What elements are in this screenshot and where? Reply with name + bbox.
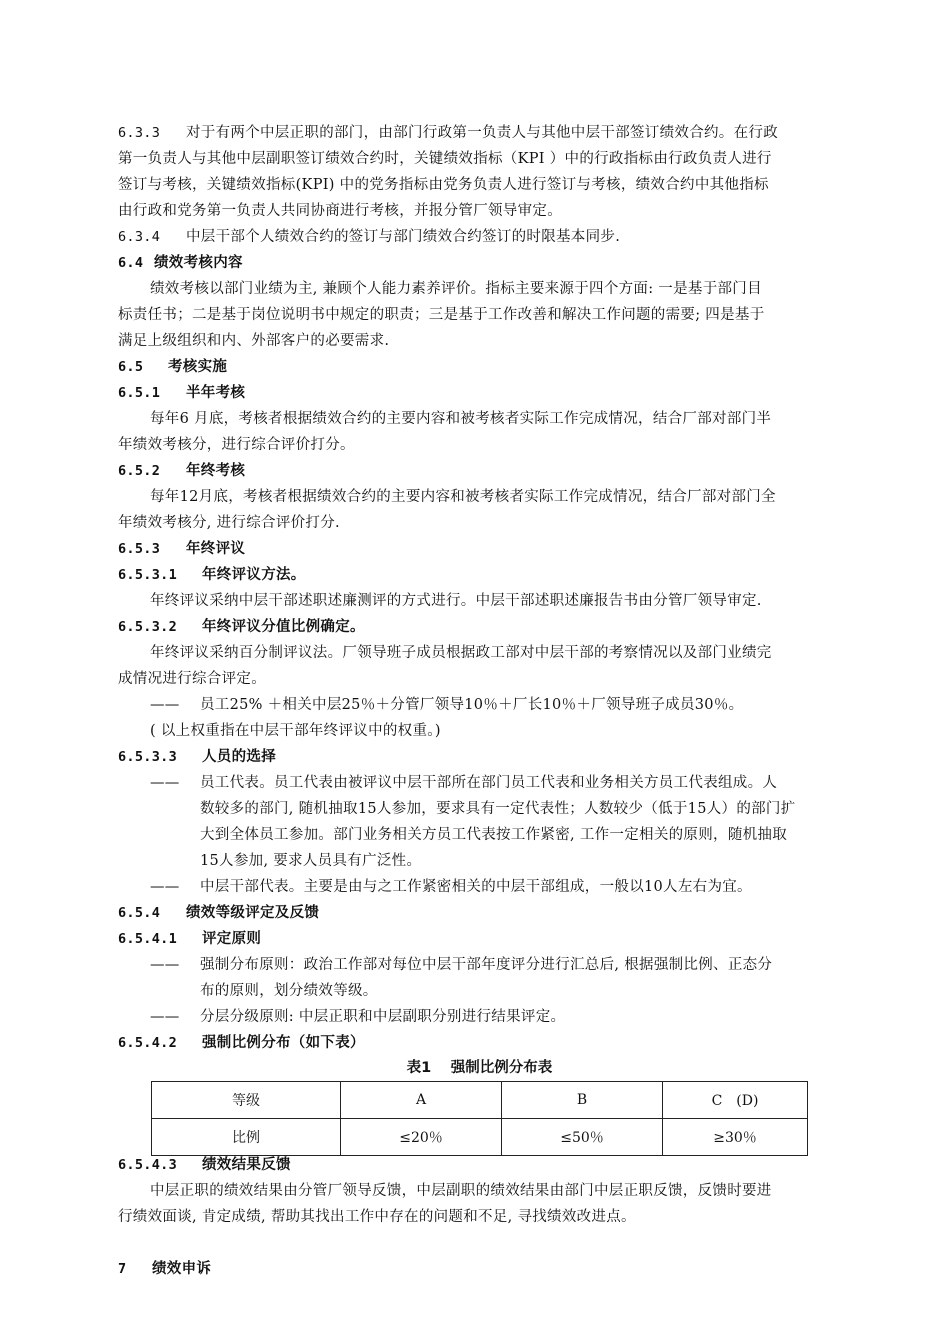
section-number: 6.5.3.1 xyxy=(118,567,177,583)
section-number: 6.5.3.2 xyxy=(118,619,177,635)
para-6-5-3-2-note xyxy=(150,718,862,744)
heading-title: 绩效申诉 xyxy=(152,1261,212,1277)
table-caption: 表1 强制比例分布表 xyxy=(406,1060,553,1076)
para-6-5-4-3-line-1 xyxy=(150,1178,862,1204)
table-cell: B xyxy=(502,1082,663,1119)
list-item-staff-rep-line-1 xyxy=(150,770,862,796)
text: 员工25% ＋相关中层25％＋分管厂领导10％＋厂长10％＋厂领导班子成员30％。 xyxy=(200,697,744,713)
list-item-forced-dist-line-1 xyxy=(150,952,862,978)
section-number: 6.5.4.3 xyxy=(118,1157,177,1173)
text: 签订与考核，关键绩效指标(KPI) 中的党务指标由党务负责人进行签订与考核，绩效合约中其他指标 xyxy=(118,177,769,193)
text: 年终评议采纳百分制评议法。厂领导班子成员根据政工部对中层干部的考察情况以及部门业绩完 xyxy=(150,645,772,661)
heading-title: 绩效结果反馈 xyxy=(202,1157,291,1173)
list-item-staff-rep-line-3 xyxy=(200,822,912,848)
heading-title: 人员的选择 xyxy=(202,749,276,765)
section-number: 6.3.4 xyxy=(118,229,161,245)
heading-6-5-4-1 xyxy=(118,926,830,952)
heading-6-5-3-1 xyxy=(118,562,830,588)
list-item-staff-rep-line-2 xyxy=(200,796,912,822)
para-6-5-1-line-1 xyxy=(150,406,862,432)
para-6-4-line-2 xyxy=(118,302,830,328)
heading-title: 绩效等级评定及反馈 xyxy=(186,905,320,921)
text: 绩效考核以部门业绩为主, 兼顾个人能力素养评价。指标主要来源于四个方面: 一是基于部门目 xyxy=(150,281,762,297)
list-item-cadre-rep xyxy=(150,874,862,900)
heading-6-5-1 xyxy=(118,380,830,406)
text: 中层干部代表。主要是由与之工作紧密相关的中层干部组成，一般以10人左右为宜。 xyxy=(200,879,752,895)
text: 年绩效考核分，进行综合评价打分。 xyxy=(118,437,355,453)
table-cell: 等级 xyxy=(152,1082,341,1119)
heading-6-5-4-2 xyxy=(118,1030,830,1056)
dash-bullet: —— xyxy=(150,1009,180,1025)
table-cell: ≤50％ xyxy=(502,1119,663,1156)
table-cell: 比例 xyxy=(152,1119,341,1156)
text: ( 以上权重指在中层干部年终评议中的权重。) xyxy=(150,723,441,739)
list-item-tiered xyxy=(150,1004,862,1030)
heading-6-5-2 xyxy=(118,458,830,484)
para-6-4-line-1 xyxy=(150,276,862,302)
dash-bullet: —— xyxy=(150,775,180,791)
text: 行绩效面谈, 肯定成绩, 帮助其找出工作中存在的问题和不足, 寻找绩效改进点。 xyxy=(118,1209,636,1225)
section-number: 6.5.1 xyxy=(118,385,161,401)
para-6-3-4 xyxy=(118,224,830,250)
heading-6-5-3-3 xyxy=(118,744,830,770)
heading-6-5-4-3 xyxy=(118,1152,830,1178)
para-6-3-3-line-2 xyxy=(118,146,830,172)
section-number: 6.5.2 xyxy=(118,463,161,479)
heading-title: 考核实施 xyxy=(168,359,228,375)
para-6-4-line-3 xyxy=(118,328,830,354)
text: 数较多的部门, 随机抽取15人参加，要求具有一定代表性；人数较少（低于15人）的部门扩 xyxy=(200,801,796,817)
text: 对于有两个中层正职的部门，由部门行政第一负责人与其他中层干部签订绩效合约。在行政 xyxy=(186,125,778,141)
text: 由行政和党务第一负责人共同协商进行考核，并报分管厂领导审定。 xyxy=(118,203,562,219)
section-number: 6.5 xyxy=(118,359,144,375)
para-6-5-3-2-line-2 xyxy=(118,666,830,692)
section-number: 6.5.4 xyxy=(118,905,161,921)
para-6-5-3-2-formula xyxy=(150,692,862,718)
heading-title: 强制比例分布（如下表） xyxy=(202,1035,365,1051)
text: 分层分级原则: 中层正职和中层副职分别进行结果评定。 xyxy=(200,1009,566,1025)
text: 成情况进行综合评定。 xyxy=(118,671,266,687)
section-number: 7 xyxy=(118,1261,127,1277)
heading-7 xyxy=(118,1256,830,1282)
dash-bullet: —— xyxy=(150,879,180,895)
heading-6-5-4 xyxy=(118,900,830,926)
table-cell: A xyxy=(341,1082,502,1119)
text: 15人参加, 要求人员具有广泛性。 xyxy=(200,853,422,869)
forced-distribution-table xyxy=(151,1081,808,1156)
section-number: 6.4 xyxy=(118,255,144,271)
para-6-5-4-3-line-2 xyxy=(118,1204,830,1230)
text: 中层干部个人绩效合约的签订与部门绩效合约签订的时限基本同步. xyxy=(186,229,621,245)
para-6-3-3-line-4 xyxy=(118,198,830,224)
heading-6-4 xyxy=(118,250,830,276)
text: 年绩效考核分, 进行综合评价打分. xyxy=(118,515,340,531)
text: 强制分布原则：政治工作部对每位中层干部年度评分进行汇总后, 根据强制比例、正态分 xyxy=(200,957,773,973)
heading-6-5-3 xyxy=(118,536,830,562)
heading-title: 年终评议方法。 xyxy=(202,567,306,583)
text: 大到全体员工参加。部门业务相关方员工代表按工作紧密, 工作一定相关的原则，随机抽取 xyxy=(200,827,788,843)
para-6-5-3-2-line-1 xyxy=(150,640,862,666)
section-number: 6.3.3 xyxy=(118,125,161,141)
heading-title: 年终评议 xyxy=(186,541,246,557)
heading-6-5-3-2 xyxy=(118,614,830,640)
text: 每年6 月底，考核者根据绩效合约的主要内容和被考核者实际工作完成情况，结合厂部对部门半 xyxy=(150,411,772,427)
heading-title: 半年考核 xyxy=(186,385,246,401)
text: 年终评议采纳中层干部述职述廉测评的方式进行。中层干部述职述廉报告书由分管厂领导审定. xyxy=(150,593,762,609)
section-number: 6.5.3.3 xyxy=(118,749,177,765)
section-number: 6.5.3 xyxy=(118,541,161,557)
text: 满足上级组织和内、外部客户的必要需求. xyxy=(118,333,390,349)
text: 员工代表。员工代表由被评议中层干部所在部门员工代表和业务相关方员工代表组成。人 xyxy=(200,775,778,791)
text: 第一负责人与其他中层副职签订绩效合约时，关键绩效指标（KPI ）中的行政指标由行政负责人进行 xyxy=(118,151,772,167)
text: 布的原则，划分绩效等级。 xyxy=(200,983,378,999)
table-cell: C (D) xyxy=(663,1082,808,1119)
heading-6-5 xyxy=(118,354,830,380)
text: 每年12月底，考核者根据绩效合约的主要内容和被考核者实际工作完成情况，结合厂部对部门全 xyxy=(150,489,776,505)
heading-title: 年终评议分值比例确定。 xyxy=(202,619,365,635)
list-item-forced-dist-line-2 xyxy=(200,978,912,1004)
para-6-3-3-line-1 xyxy=(118,120,830,146)
text: 中层正职的绩效结果由分管厂领导反馈，中层副职的绩效结果由部门中层正职反馈，反馈时要进 xyxy=(150,1183,772,1199)
para-6-5-2-line-1 xyxy=(150,484,862,510)
para-6-5-3-1 xyxy=(150,588,862,614)
heading-title: 绩效考核内容 xyxy=(154,255,243,271)
text: 标责任书；二是基于岗位说明书中规定的职责；三是基于工作改善和解决工作问题的需要; 四是基于 xyxy=(118,307,765,323)
para-6-3-3-line-3 xyxy=(118,172,830,198)
section-number: 6.5.4.1 xyxy=(118,931,177,947)
section-number: 6.5.4.2 xyxy=(118,1035,177,1051)
table-cell: ≤20％ xyxy=(341,1119,502,1156)
heading-title: 年终考核 xyxy=(186,463,246,479)
heading-title: 评定原则 xyxy=(202,931,262,947)
table-cell: ≥30％ xyxy=(663,1119,808,1156)
table-row xyxy=(152,1119,808,1156)
para-6-5-1-line-2 xyxy=(118,432,830,458)
table-header-row xyxy=(152,1082,808,1119)
list-item-staff-rep-line-4 xyxy=(200,848,912,874)
para-6-5-2-line-2 xyxy=(118,510,830,536)
dash-bullet: —— xyxy=(150,697,180,713)
dash-bullet: —— xyxy=(150,957,180,973)
